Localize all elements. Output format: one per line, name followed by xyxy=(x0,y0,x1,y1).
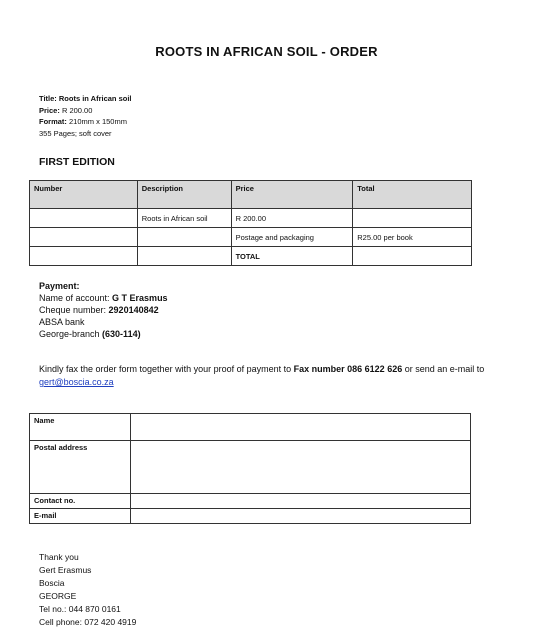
account-label: Name of account: xyxy=(39,293,113,303)
payment-section xyxy=(39,280,168,340)
row3-total-value-cell[interactable] xyxy=(353,247,472,266)
order-table-header xyxy=(30,181,472,209)
header-total: Total xyxy=(353,181,472,209)
bank-line: ABSA bank xyxy=(39,317,85,327)
table-row xyxy=(30,228,472,247)
header-number: Number xyxy=(30,181,138,209)
table-row xyxy=(30,209,472,228)
signoff-tel: Tel no.: 044 870 0161 xyxy=(39,604,121,614)
email-field[interactable] xyxy=(131,509,471,524)
page-title: ROOTS IN AFRICAN SOIL - ORDER xyxy=(155,44,378,59)
contact-row-email xyxy=(30,509,471,524)
cheque-line xyxy=(39,304,168,316)
signoff xyxy=(39,551,136,629)
email-label: E-mail xyxy=(30,509,131,524)
row1-description-cell: Roots in African soil xyxy=(137,209,231,228)
row3-total-label-cell: TOTAL xyxy=(231,247,353,266)
book-format-label: Format: xyxy=(39,117,67,126)
account-line xyxy=(39,292,168,304)
contact-row-postal xyxy=(30,441,471,494)
book-format-value: 210mm x 150mm xyxy=(69,117,127,126)
branch-value: (630-114) xyxy=(102,329,141,339)
row3-number-cell xyxy=(30,247,138,266)
cheque-value: 2920140842 xyxy=(108,305,159,315)
table-row xyxy=(30,247,472,266)
account-value: G T Erasmus xyxy=(112,293,168,303)
book-price-value: R 200.00 xyxy=(61,105,93,115)
book-price-label: Price: xyxy=(39,105,60,115)
fax-note-text-middle: or send an e-mail to xyxy=(402,364,485,374)
fax-note xyxy=(39,363,499,389)
order-table xyxy=(29,180,472,266)
row2-description-cell xyxy=(137,228,231,247)
name-label: Name xyxy=(30,414,131,441)
book-title-value: Roots in African soil xyxy=(58,94,132,103)
contact-no-label: Contact no. xyxy=(30,494,131,509)
contact-row-phone xyxy=(30,494,471,509)
row1-number-cell[interactable] xyxy=(30,209,138,228)
book-title-line xyxy=(39,93,132,105)
row1-total-cell[interactable] xyxy=(353,209,472,228)
payment-heading: Payment: xyxy=(39,281,80,291)
fax-note-text-before: Kindly fax the order form together with your proof of payment to xyxy=(39,364,294,374)
header-price: Price xyxy=(231,181,353,209)
header-description: Description xyxy=(137,181,231,209)
row1-price-cell: R 200.00 xyxy=(231,209,353,228)
contact-no-field[interactable] xyxy=(131,494,471,509)
branch-label: George-branch xyxy=(39,329,103,339)
book-price-line xyxy=(39,105,132,117)
signoff-name: Gert Erasmus xyxy=(39,565,92,575)
branch-line xyxy=(39,328,168,340)
row2-number-cell[interactable] xyxy=(30,228,138,247)
book-title-label: Title: xyxy=(39,94,57,103)
signoff-town: GEORGE xyxy=(39,591,77,601)
edition-heading: FIRST EDITION xyxy=(39,156,115,168)
book-pages-line: 355 Pages; soft cover xyxy=(39,128,112,138)
signoff-cell: Cell phone: 072 420 4919 xyxy=(39,617,137,627)
book-format-line xyxy=(39,116,132,128)
book-info xyxy=(39,93,132,139)
contact-table xyxy=(29,413,471,524)
postal-address-label: Postal address xyxy=(30,441,131,494)
cheque-label: Cheque number: xyxy=(39,305,109,315)
row3-description-cell xyxy=(137,247,231,266)
signoff-company: Boscia xyxy=(39,578,65,588)
email-link[interactable]: gert@boscia.co.za xyxy=(39,377,114,387)
postal-address-field[interactable] xyxy=(131,441,471,494)
contact-row-name xyxy=(30,414,471,441)
signoff-thanks: Thank you xyxy=(39,552,79,562)
name-field[interactable] xyxy=(131,414,471,441)
row2-price-cell: Postage and packaging xyxy=(231,228,353,247)
fax-number: Fax number 086 6122 626 xyxy=(293,364,403,374)
row2-total-cell: R25.00 per book xyxy=(353,228,472,247)
